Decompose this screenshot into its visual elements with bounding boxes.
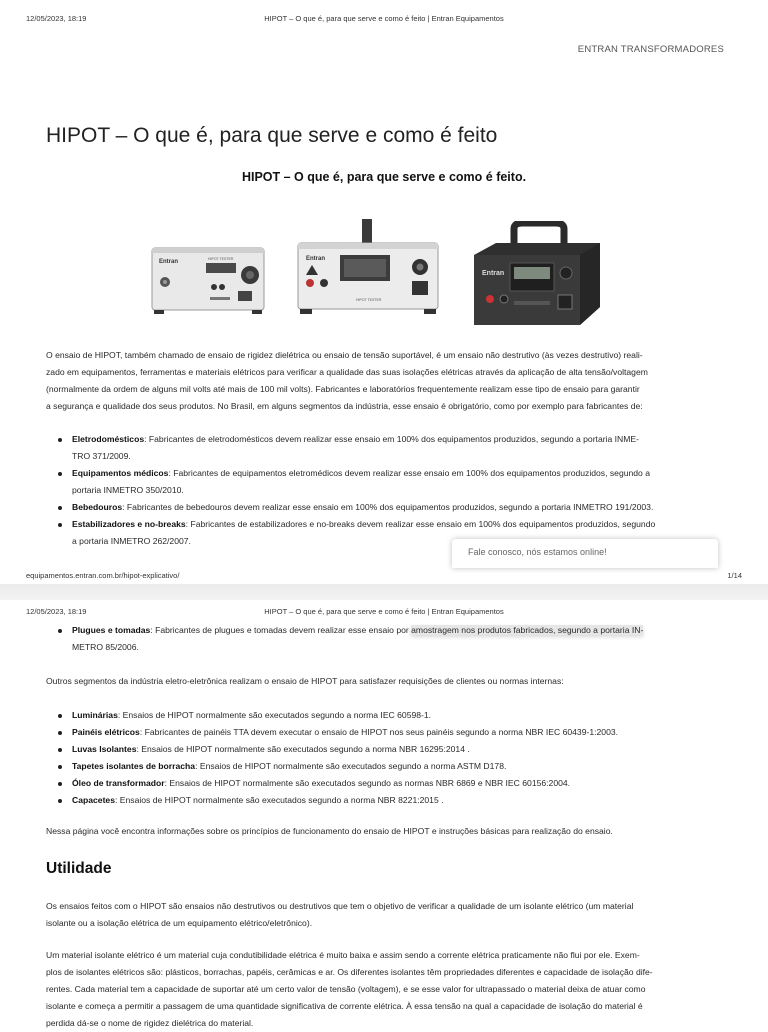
device2-brand: Entran [306, 256, 326, 262]
paragraph-line: rentes. Cada material tem a capacidade de suportar até um certo valor de tensão (voltagem), e se esse valor for ultrapassado o material deixa de atuar como [46, 984, 646, 994]
list-item: Eletrodomésticos: Fabricantes de eletrodomésticos devem realizar esse ensaio em 100% dos equipamentos produzidos, segundo a portaria INME- TRO 371/2009. [46, 431, 746, 465]
list-item: Capacetes: Ensaios de HIPOT normalmente são executados segundo a norma NBR 8221:2015 . [46, 792, 746, 809]
list-item-term: Equipamentos médicos [72, 468, 169, 478]
paragraph-line: isolante ou a isolação elétrica de um equipamento elétrico/eletrônico). [46, 918, 313, 928]
print-header-date: 12/05/2023, 18:19 [26, 607, 87, 616]
mandatory-sectors-list-continued [46, 622, 746, 656]
intro-line: O ensaio de HIPOT, também chamado de ensaio de rigidez dielétrica ou ensaio de tensão suportável, é um ensaio não destrutivo (às vezes destrutivo) reali- [46, 350, 643, 360]
article-subtitle: HIPOT – O que é, para que serve e como é feito. [241, 170, 527, 184]
section-heading-utilidade: Utilidade [46, 860, 112, 877]
list-item: Óleo de transformador: Ensaios de HIPOT normalmente são executados segundo as normas NBR 6869 e NBR IEC 60156:2004. [46, 775, 746, 792]
print-header-date: 12/05/2023, 18:19 [26, 14, 87, 23]
utilidade-paragraph [46, 898, 746, 932]
live-chat-widget[interactable] [452, 539, 718, 568]
hipot-tester-large-image [470, 221, 602, 331]
page-info-paragraph: Nessa página você encontra informações sobre os princípios de funcionamento do ensaio de HIPOT e instruções básicas para realização do ensaio. [46, 826, 613, 836]
list-item: Tapetes isolantes de borracha: Ensaios de HIPOT normalmente são executados segundo a norma ASTM D178. [46, 758, 746, 775]
list-item-term: Capacetes [72, 795, 115, 805]
list-item: Equipamentos médicos: Fabricantes de equipamentos eletromédicos devem realizar esse ensaio em 100% dos equipamentos produzidos, segundo a portaria INMETRO 350/2010. [46, 465, 746, 499]
isolante-paragraph [46, 947, 746, 1032]
list-item-term: Luvas Isolantes [72, 744, 137, 754]
print-header-title: HIPOT – O que é, para que serve e como é feito | Entran Equipamentos [264, 607, 504, 616]
list-item: Estabilizadores e no-breaks: Fabricantes de estabilizadores e no-breaks devem realizar esse ensaio em 100% dos equipamentos produzidos, segundo a portaria INMETRO 262/2007. [46, 516, 746, 550]
device1-label: HIPOT TESTER [208, 257, 234, 261]
list-item-term: Eletrodomésticos [72, 434, 145, 444]
list-item: Luminárias: Ensaios de HIPOT normalmente são executados segundo a norma IEC 60598-1. [46, 707, 746, 724]
list-item-term: Estabilizadores e no-breaks [72, 519, 186, 529]
paragraph-line: isolante e começa a permitir a passagem de uma quantidade significativa de corrente elétrica. À essa tensão na qual a capacidade de isolação do material é [46, 1001, 643, 1011]
paragraph-line: plos de isolantes elétricos são: plásticos, borrachas, papéis, cerâmicas e ar. Os diferentes isolantes têm propriedades diferentes e capacidade de isolação dife- [46, 967, 653, 977]
list-item: Luvas Isolantes: Ensaios de HIPOT normalmente são executados segundo a norma NBR 16295:2014 . [46, 741, 746, 758]
intro-paragraph [46, 347, 736, 415]
list-item-term: Bebedouros [72, 502, 123, 512]
list-item-term: Tapetes isolantes de borracha [72, 761, 196, 771]
print-header-title: HIPOT – O que é, para que serve e como é feito | Entran Equipamentos [264, 14, 504, 23]
list-item-term: Painéis elétricos [72, 727, 140, 737]
intro-line: a segurança e qualidade dos seus produtos. No Brasil, em alguns segmentos da indústria, esse ensaio é obrigatório, como por exemplo para fabricantes de: [46, 401, 643, 411]
paragraph-line: perdida dá-se o nome de rigidez dielétrica do material. [46, 1018, 254, 1028]
other-segments-paragraph: Outros segmentos da indústria eletro-eletrônica realizam o ensaio de HIPOT para satisfazer requisições de clientes ou normas internas: [46, 676, 564, 686]
list-item: Bebedouros: Fabricantes de bebedouros devem realizar esse ensaio em 100% dos equipamentos produzidos, segundo a portaria INMETRO 191/2003. [46, 499, 746, 516]
hipot-tester-medium-image [296, 219, 440, 315]
list-item-term: Óleo de transformador [72, 778, 165, 788]
intro-line: zado em equipamentos, ferramentas e materiais elétricos para verificar a qualidade das suas isolações elétricas através da aplicação de alta tensão/voltagem [46, 367, 648, 377]
hipot-tester-small-image [150, 245, 266, 315]
device3-brand: Entran [482, 270, 505, 277]
list-item: Painéis elétricos: Fabricantes de painéis TTA devem executar o ensaio de HIPOT nos seus painéis segundo a norma NBR IEC 60439-1:2003. [46, 724, 746, 741]
list-item: Plugues e tomadas: Fabricantes de plugues e tomadas devem realizar esse ensaio por amostragem nos produtos fabricados, segundo a portaria IN- METRO 85/2006. [46, 622, 746, 656]
chat-prompt-text: Fale conosco, nós estamos online! [468, 547, 607, 557]
list-item-term: Plugues e tomadas [72, 625, 151, 635]
mandatory-sectors-list [46, 431, 746, 550]
device1-brand: Entran [159, 259, 179, 265]
page-separator [0, 584, 768, 600]
intro-line: (normalmente da ordem de alguns mil volts até mais de 100 mil volts). Fabricantes e laboratórios frequentemente realizam esse tipo de ensaio para garantir [46, 384, 640, 394]
print-footer-url: equipamentos.entran.com.br/hipot-explicativo/ [26, 571, 180, 580]
product-images [0, 215, 768, 335]
other-segments-list [46, 707, 746, 809]
paragraph-line: Um material isolante elétrico é um material cuja condutibilidade elétrica é muito baixa e assim sendo a corrente elétrica praticamente não flui por ele. Exem- [46, 950, 640, 960]
device2-label: HIPOT TESTER [356, 298, 382, 302]
site-nav-link[interactable]: ENTRAN TRANSFORMADORES [577, 44, 724, 55]
page-title: HIPOT – O que é, para que serve e como é feito [46, 124, 498, 147]
paragraph-line: Os ensaios feitos com o HIPOT são ensaios não destrutivos ou destrutivos que tem o objetivo de verificar a qualidade de um isolante elétrico (um material [46, 901, 634, 911]
print-footer-page-number: 1/14 [727, 571, 742, 580]
list-item-term: Luminárias [72, 710, 118, 720]
